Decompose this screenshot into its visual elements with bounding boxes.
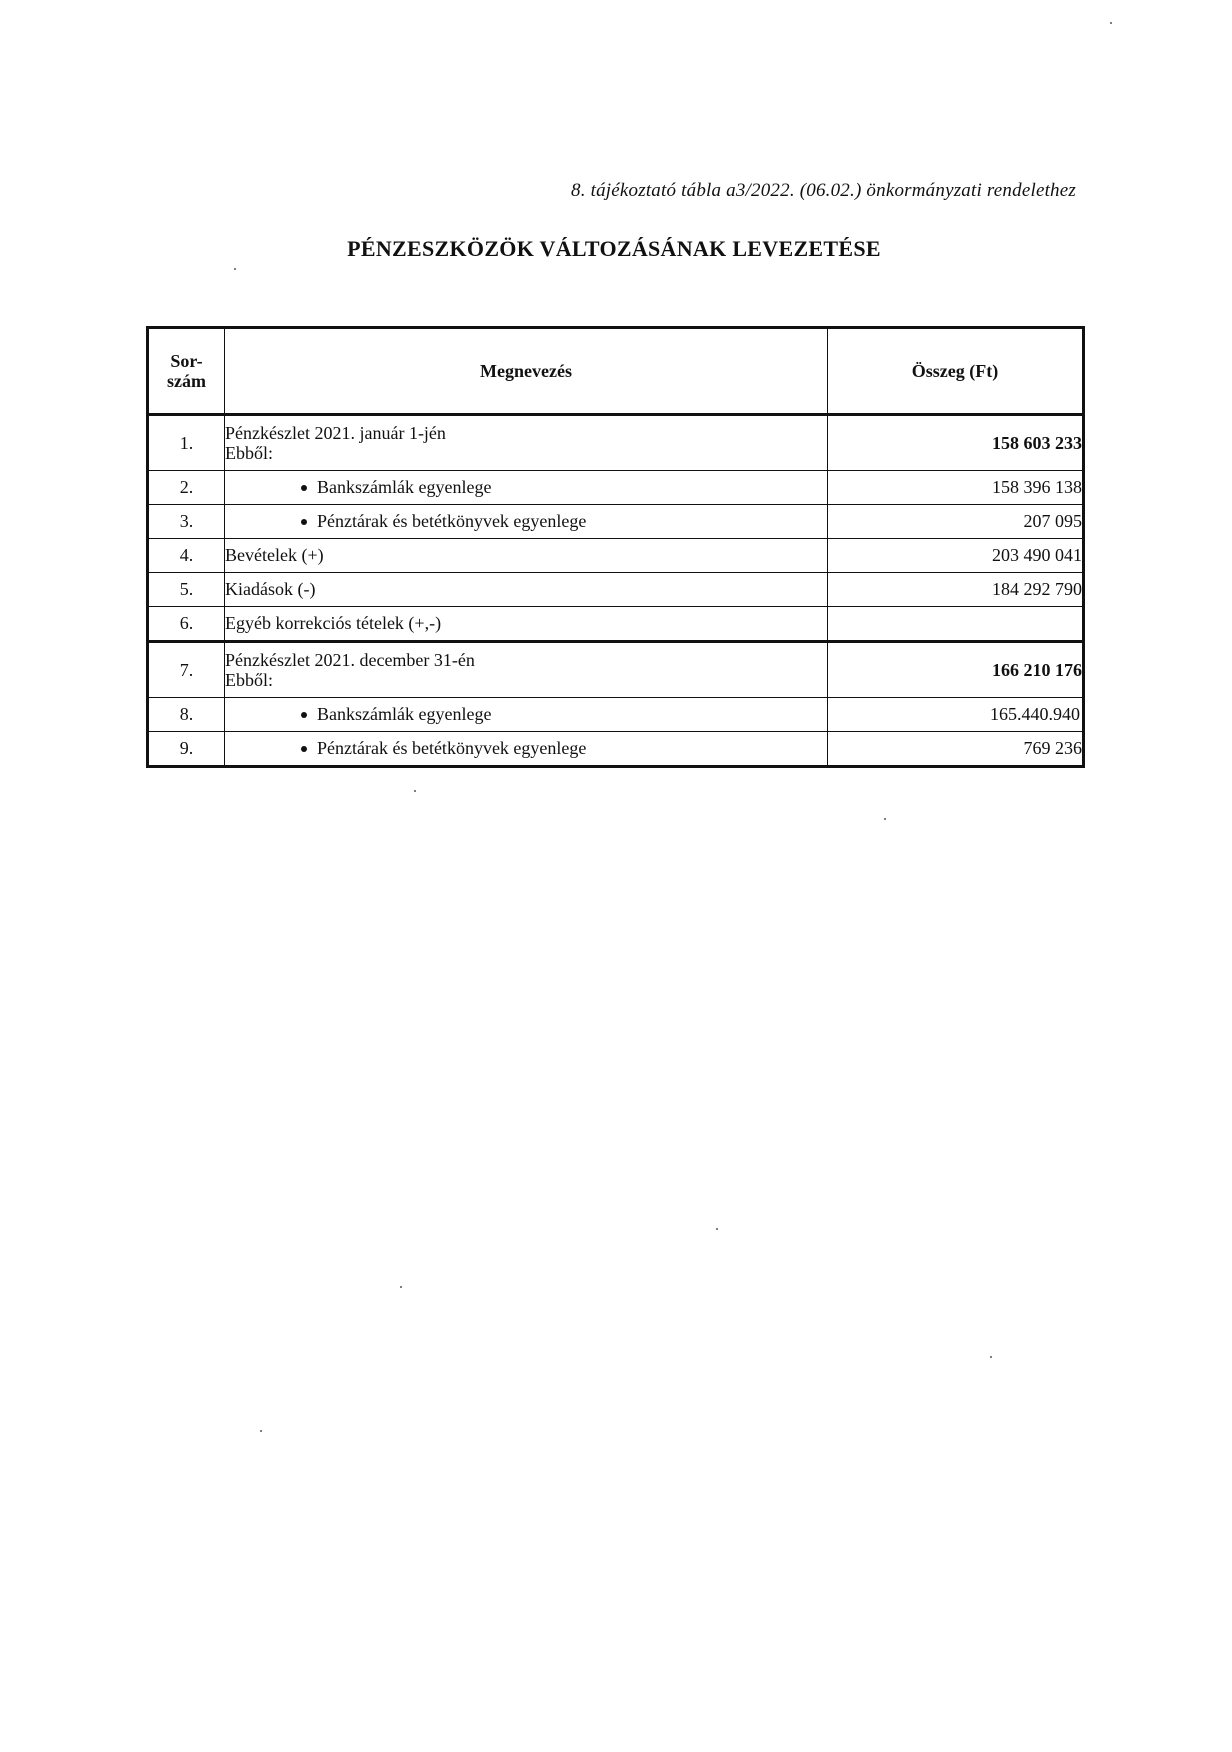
table-row [148, 471, 1084, 505]
bullet-icon [301, 746, 307, 752]
document-reference-note: 8. tájékoztató tábla a3/2022. (06.02.) önkormányzati rendelethez [571, 180, 1076, 201]
column-header-number-line2: szám [167, 371, 206, 391]
table-body [148, 415, 1084, 767]
document-title-text: PÉNZESZKÖZÖK VÁLTOZÁSÁNAK LEVEZETÉSE [347, 236, 881, 261]
row-name-text: Pénztárak és betétkönyvek egyenlege [317, 511, 587, 531]
row-amount: 203 490 041 [828, 539, 1084, 573]
bullet-icon [301, 485, 307, 491]
row-name [225, 505, 828, 539]
row-name-line2: Ebből: [225, 670, 273, 690]
row-number: 4. [148, 539, 225, 573]
row-number: 7. [148, 642, 225, 698]
bullet-icon [301, 712, 307, 718]
row-amount: 184 292 790 [828, 573, 1084, 607]
row-name-text: Pénztárak és betétkönyvek egyenlege [317, 738, 587, 758]
table-row [148, 607, 1084, 642]
table-header [148, 328, 1084, 415]
table-row [148, 415, 1084, 471]
row-name: Egyéb korrekciós tételek (+,-) [225, 607, 828, 642]
column-header-name: Megnevezés [225, 328, 828, 415]
bullet-icon [301, 519, 307, 525]
row-number: 3. [148, 505, 225, 539]
row-number: 6. [148, 607, 225, 642]
column-header-number-line1: Sor- [170, 351, 203, 371]
row-name [225, 732, 828, 767]
row-number: 9. [148, 732, 225, 767]
table-row [148, 539, 1084, 573]
row-amount: 207 095 [828, 505, 1084, 539]
row-name-text: Bankszámlák egyenlege [317, 477, 492, 497]
row-number: 1. [148, 415, 225, 471]
row-number: 2. [148, 471, 225, 505]
row-name: Bevételek (+) [225, 539, 828, 573]
document-title [0, 236, 1232, 262]
row-name-line1: Pénzkészlet 2021. január 1-jén [225, 423, 446, 443]
row-amount: 166 210 176 [828, 642, 1084, 698]
table-header-row [148, 328, 1084, 415]
row-name [225, 471, 828, 505]
column-header-amount: Összeg (Ft) [828, 328, 1084, 415]
table-row [148, 732, 1084, 767]
row-amount: 769 236 [828, 732, 1084, 767]
row-amount: 158 603 233 [828, 415, 1084, 471]
row-amount: 158 396 138 [828, 471, 1084, 505]
table-row [148, 698, 1084, 732]
row-name [225, 642, 828, 698]
row-name-text: Bankszámlák egyenlege [317, 704, 492, 724]
row-name-line1: Pénzkészlet 2021. december 31-én [225, 650, 475, 670]
row-number: 8. [148, 698, 225, 732]
row-name: Kiadások (-) [225, 573, 828, 607]
row-amount [828, 607, 1084, 642]
row-name [225, 415, 828, 471]
row-number: 5. [148, 573, 225, 607]
row-amount: 165.440.940 [828, 698, 1084, 732]
table-row [148, 642, 1084, 698]
table-row [148, 505, 1084, 539]
table-row [148, 573, 1084, 607]
row-name-line2: Ebből: [225, 443, 273, 463]
row-name [225, 698, 828, 732]
column-header-number [148, 328, 225, 415]
cash-flow-table [146, 326, 1085, 768]
